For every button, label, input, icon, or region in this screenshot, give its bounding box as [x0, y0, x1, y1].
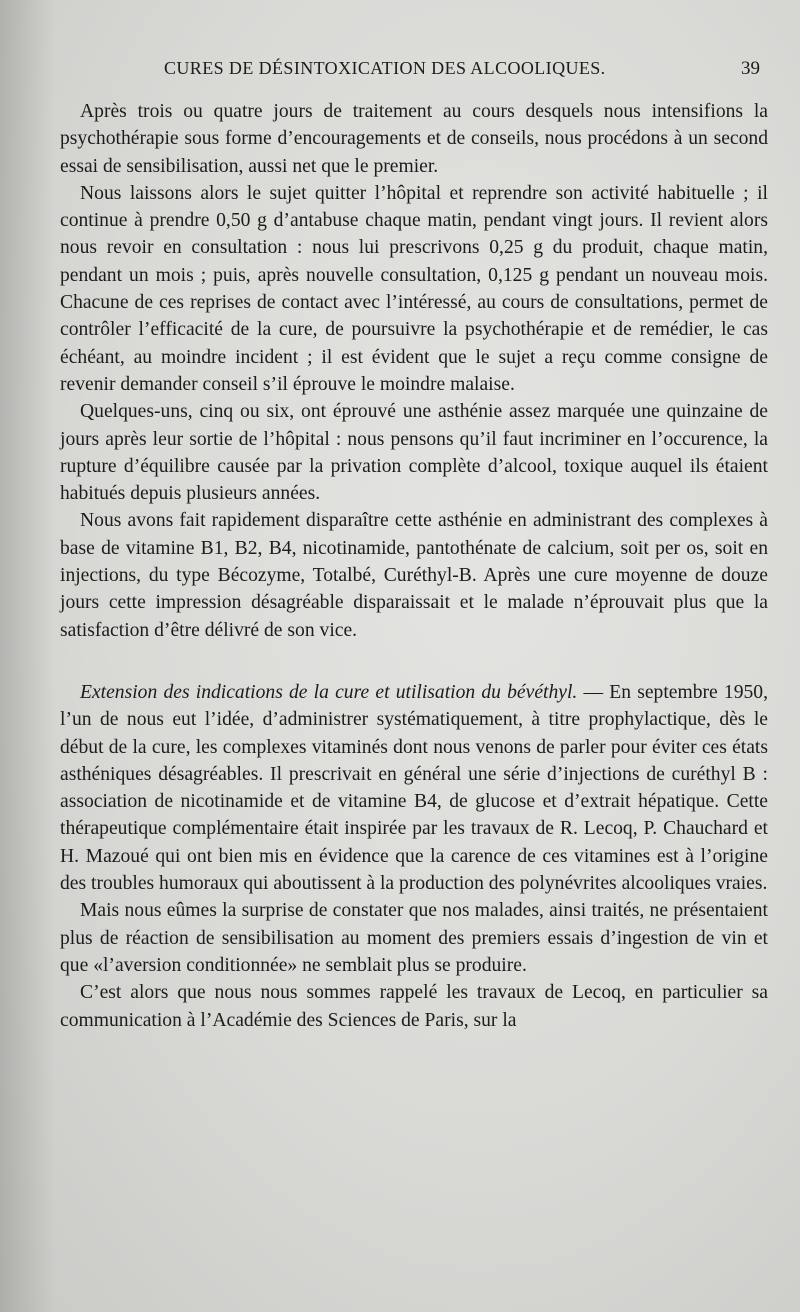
paragraph: Nous avons fait rapidement disparaître cette asthénie en administrant des complexes à base de vitamine B1, B2, B4, nicotinamide, pantothénate de calcium, soit per os, soit en injections, du type Bécozyme, Totalbé, Curéthyl-B. Après une cure moyenne de douze jours cette impression désagréable disparaissait et le malade n’éprouvait plus que la satisfaction d’être délivré de son vice.: [60, 510, 768, 641]
paragraph: Nous laissons alors le sujet quitter l’hôpital et reprendre son activité habituelle ; il continue à prendre 0,50 g d’antabuse chaque matin, pendant vingt jours. Il revient alors nous revoir en consultation : nous lui prescrivons 0,25 g du produit, chaque matin, pendant un mois ; puis, après nouvelle consultation, 0,125 g pendant un nouveau mois. Chacune de ces reprises de contact avec l’intéressé, au cours de consultations, permet de contrôler l’efficacité de la cure, de poursuivre la psychothérapie et de remédier, le cas échéant, au moindre incident ; il est évident que le sujet a reçu comme consigne de revenir demander conseil s’il éprouve le moindre malaise.: [60, 182, 768, 395]
page-header: [60, 58, 760, 86]
paragraph: C’est alors que nous nous sommes rappelé les travaux de Lecoq, en particulier sa communication à l’Académie des Sciences de Paris, sur la: [60, 982, 768, 1031]
section-title: Extension des indications de la cure et utilisation du bévéthyl.: [80, 681, 578, 703]
paragraph: Quelques-uns, cinq ou six, ont éprouvé une asthénie assez marquée une quinzaine de jours après leur sortie de l’hôpital : nous pensons qu’il faut incriminer en l’occurence, la rupture d’équilibre causée par la privation complète d’alcool, toxique auquel ils étaient habitués depuis plusieurs années.: [60, 401, 768, 505]
binding-shadow: [0, 0, 55, 1312]
page-number: 39: [741, 58, 760, 79]
section-text: — En septembre 1950, l’un de nous eut l’idée, d’administrer systématiquement, à titre prophylactique, dès le début de la cure, les complexes vitaminés dont nous venons de parler pour éviter ces états asthéniques désagréables. Il prescrivait en général une série d’injections de curéthyl B : association de nicotinamide et de vitamine B4, de glucose et d’extrait hépatique. Cette thérapeutique complémentaire était inspirée par les travaux de R. Lecoq, P. Chauchard et H. Mazoué qui ont bien mis en évidence que la carence de ces vitamines est à l’origine des troubles humoraux qui aboutissent à la production des polynévrites alcooliques vraies.: [60, 681, 769, 895]
paragraph: Après trois ou quatre jours de traitement au cours desquels nous intensifions la psychothérapie sous forme d’encouragements et de conseils, nous procédons à un second essai de sensibilisation, aussi net que le premier.: [60, 101, 768, 177]
running-head: CURES DE DÉSINTOXICATION DES ALCOOLIQUES.: [164, 58, 606, 78]
section-paragraph: [60, 679, 768, 897]
body-text: [60, 98, 768, 1034]
paragraph: Mais nous eûmes la surprise de constater que nos malades, ainsi traités, ne présentaient plus de réaction de sensibilisation au moment des premiers essais d’ingestion de vin et que «l’aversion conditionnée» ne semblait plus se produire.: [60, 900, 768, 976]
